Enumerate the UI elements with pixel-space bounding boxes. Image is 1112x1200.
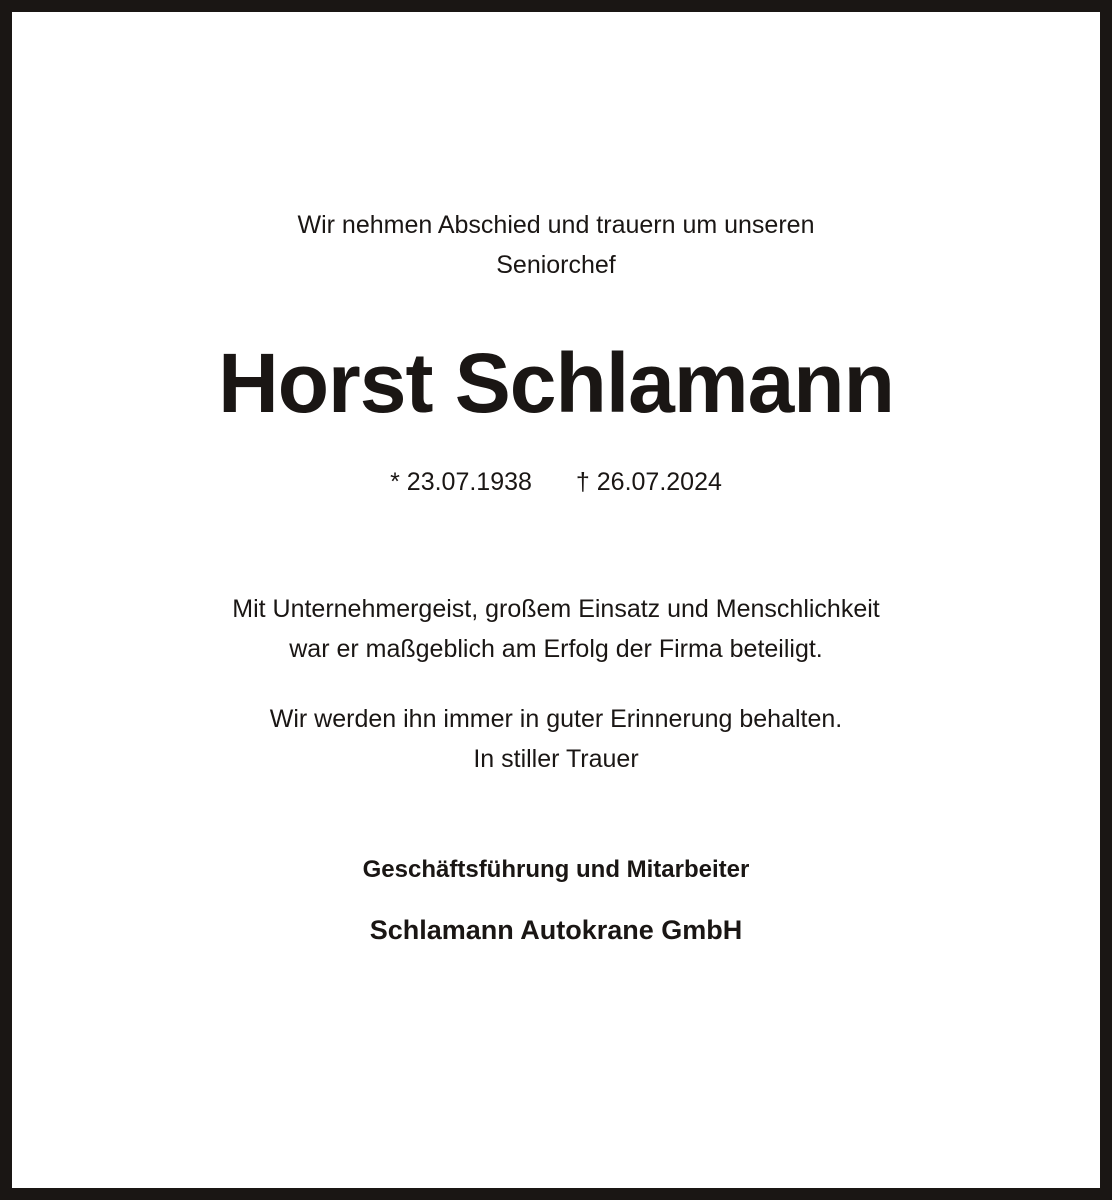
tribute-line-1: Mit Unternehmergeist, großem Einsatz und Menschlichkeit (232, 595, 880, 623)
signature-company: Schlamann Autokrane GmbH (369, 915, 743, 945)
birth-date: * 23.07.1938 (390, 468, 532, 496)
life-dates (12, 465, 1100, 499)
intro-line-1: Wir nehmen Abschied und trauern um unseren (297, 211, 815, 239)
remembrance-line-1: Wir werden ihn immer in guter Erinnerung behalten. (269, 705, 843, 733)
intro-line-2: Seniorchef (496, 251, 616, 279)
signature-group: Geschäftsführung und Mitarbeiter (362, 856, 750, 883)
deceased-name: Horst Schlamann (218, 336, 894, 430)
death-date: † 26.07.2024 (575, 468, 722, 496)
remembrance-line-2: In stiller Trauer (473, 745, 639, 773)
tribute-line-2: war er maßgeblich am Erfolg der Firma beteiligt. (289, 635, 823, 663)
